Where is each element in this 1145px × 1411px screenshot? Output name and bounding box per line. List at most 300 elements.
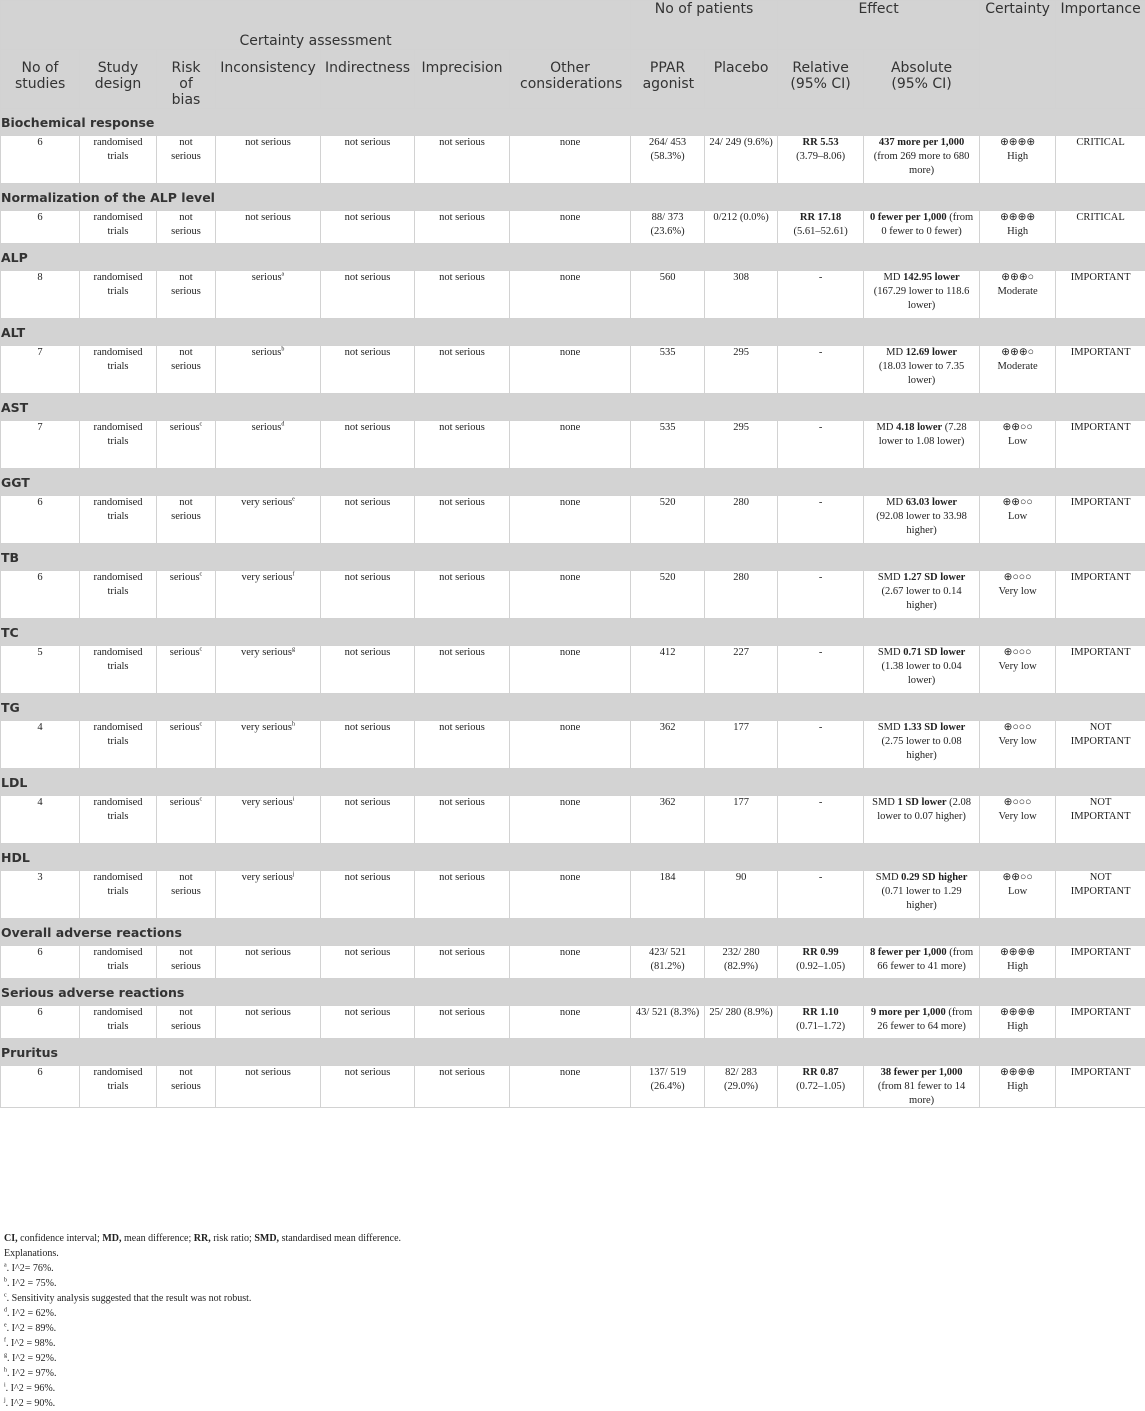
table-row <box>1 271 1145 319</box>
absolute-ci: (0.71 lower to 1.29 higher) <box>881 886 961 911</box>
cell-study-design <box>80 271 157 319</box>
footnote-marker: i <box>293 797 295 803</box>
cell-inconsistency <box>216 1066 321 1108</box>
cell-absolute <box>864 1066 980 1108</box>
cell-inconsistency-text: serious <box>252 421 282 435</box>
section-row <box>1 769 1145 796</box>
cell-imprecision <box>415 211 510 244</box>
cell-importance-text: IMPORTANT <box>1071 646 1131 660</box>
cell-ppar-agonist-text: 535 <box>660 421 676 435</box>
cell-importance-text: IMPORTANT <box>1071 496 1131 510</box>
cell-no-of-studies <box>1 136 80 184</box>
footnote-text: . Sensitivity analysis suggested that the result was not robust. <box>7 1293 252 1304</box>
cell-imprecision-text: not serious <box>439 496 485 510</box>
cell-importance-text: IMPORTANT <box>1071 1066 1131 1080</box>
cell-imprecision <box>415 496 510 544</box>
absolute-text <box>872 421 972 449</box>
cell-ppar-agonist-text: 43/ 521 (8.3%) <box>636 1006 699 1020</box>
section-title: GGT <box>1 469 1145 496</box>
cell-indirectness <box>321 1006 415 1039</box>
section-title: TG <box>1 694 1145 721</box>
absolute-ci: (from 26 fewer to 64 more) <box>877 1007 972 1032</box>
cell-no-of-studies <box>1 946 80 979</box>
cell-relative <box>778 721 864 769</box>
header-inconsistency: Inconsistency <box>216 50 321 109</box>
cell-certainty <box>980 946 1056 979</box>
footnote-text: . I^2 = 92%. <box>7 1353 57 1364</box>
absolute-estimate: 1.33 SD lower <box>903 722 965 733</box>
cell-risk-of-bias <box>157 871 216 919</box>
cell-risk-of-bias-text: serious <box>170 796 200 810</box>
cell-relative <box>778 946 864 979</box>
cell-no-of-studies-text: 6 <box>37 1066 42 1080</box>
cell-indirectness-text: not serious <box>345 646 391 660</box>
cell-inconsistency <box>216 496 321 544</box>
cell-placebo <box>705 271 778 319</box>
footnote-item <box>4 1351 1134 1366</box>
cell-no-of-studies <box>1 421 80 469</box>
cell-importance <box>1056 136 1145 184</box>
relative-ci: - <box>819 722 823 733</box>
relative-estimate: RR 0.87 <box>802 1067 838 1078</box>
cell-importance-text: IMPORTANT <box>1071 421 1131 435</box>
cell-placebo-text: 90 <box>736 871 747 885</box>
cell-study-design <box>80 646 157 694</box>
absolute-estimate: 142.95 lower <box>903 272 960 283</box>
section-row <box>1 694 1145 721</box>
section-row <box>1 1039 1145 1066</box>
cell-inconsistency-text: very serious <box>242 871 293 885</box>
cell-importance-text: CRITICAL <box>1076 211 1124 225</box>
cell-risk-of-bias-text: not serious <box>167 871 205 899</box>
certainty-rating-icon: ⊕⊕○○ <box>1002 422 1032 433</box>
cell-study-design <box>80 796 157 844</box>
cell-indirectness-text: not serious <box>345 136 391 150</box>
cell-placebo <box>705 1006 778 1039</box>
cell-risk-of-bias-text: serious <box>170 421 200 435</box>
cell-ppar-agonist-text: 560 <box>660 271 676 285</box>
cell-risk-of-bias <box>157 571 216 619</box>
table-row <box>1 646 1145 694</box>
cell-inconsistency-text: not serious <box>245 1006 291 1020</box>
absolute-estimate: 0 fewer per 1,000 <box>870 212 947 223</box>
cell-other-considerations <box>510 421 631 469</box>
header-study-design: Study design <box>80 50 157 109</box>
cell-imprecision <box>415 571 510 619</box>
cell-no-of-studies-text: 5 <box>37 646 42 660</box>
cell-importance <box>1056 796 1145 844</box>
cell-imprecision-text: not serious <box>439 796 485 810</box>
cell-imprecision <box>415 796 510 844</box>
cell-other-considerations-text: none <box>560 346 580 360</box>
certainty-label: Moderate <box>997 286 1037 297</box>
absolute-estimate: 0.29 SD higher <box>901 872 967 883</box>
header-importance: Importance <box>1056 1 1145 109</box>
footnote-marker: b <box>281 347 284 353</box>
cell-study-design <box>80 871 157 919</box>
table-row <box>1 421 1145 469</box>
cell-inconsistency-text: very serious <box>241 496 292 510</box>
footnote-mark: c <box>4 1293 7 1299</box>
cell-other-considerations-text: none <box>560 136 580 150</box>
cell-importance <box>1056 946 1145 979</box>
cell-study-design-text: randomised trials <box>88 1006 148 1034</box>
cell-ppar-agonist <box>631 346 705 394</box>
cell-inconsistency-text: very serious <box>241 721 292 735</box>
cell-ppar-agonist-text: 423/ 521 (81.2%) <box>636 946 700 974</box>
absolute-text <box>868 946 976 974</box>
cell-imprecision <box>415 871 510 919</box>
cell-importance <box>1056 1006 1145 1039</box>
table-body <box>1 109 1145 1108</box>
footnote-item <box>4 1276 1134 1291</box>
relative-ci: - <box>819 797 823 808</box>
abbreviation-definition: standardised mean difference. <box>279 1233 401 1244</box>
absolute-ci: (2.08 lower to 0.07 higher) <box>877 797 971 822</box>
cell-ppar-agonist <box>631 796 705 844</box>
cell-ppar-agonist-text: 520 <box>660 571 676 585</box>
cell-other-considerations <box>510 1066 631 1108</box>
cell-importance-text: IMPORTANT <box>1071 271 1131 285</box>
cell-certainty <box>980 646 1056 694</box>
cell-other-considerations-text: none <box>560 271 580 285</box>
cell-no-of-studies <box>1 796 80 844</box>
cell-placebo <box>705 136 778 184</box>
cell-placebo <box>705 946 778 979</box>
footnote-item <box>4 1336 1134 1351</box>
cell-inconsistency <box>216 421 321 469</box>
cell-indirectness-text: not serious <box>345 346 391 360</box>
section-title: TC <box>1 619 1145 646</box>
section-title: ALT <box>1 319 1145 346</box>
cell-indirectness-text: not serious <box>345 1006 391 1020</box>
cell-risk-of-bias-text: not serious <box>167 496 205 524</box>
relative-ci: (3.79–8.06) <box>796 151 845 162</box>
cell-indirectness-text: not serious <box>345 796 391 810</box>
section-row <box>1 394 1145 421</box>
cell-relative <box>778 571 864 619</box>
cell-other-considerations-text: none <box>560 646 580 660</box>
footnote-text: . I^2 = 96%. <box>6 1383 56 1394</box>
abbreviation-definition: confidence interval; <box>18 1233 103 1244</box>
absolute-text <box>872 571 972 612</box>
group-header-effect: Effect <box>778 1 980 50</box>
cell-study-design <box>80 421 157 469</box>
cell-other-considerations <box>510 946 631 979</box>
cell-no-of-studies-text: 4 <box>37 721 42 735</box>
cell-imprecision-text: not serious <box>439 871 485 885</box>
cell-risk-of-bias-text: not serious <box>167 271 205 299</box>
cell-placebo-text: 227 <box>733 646 749 660</box>
cell-risk-of-bias <box>157 1066 216 1108</box>
absolute-ci: (167.29 lower to 118.6 lower) <box>874 286 970 311</box>
certainty-label: High <box>1007 1021 1028 1032</box>
cell-no-of-studies <box>1 346 80 394</box>
cell-ppar-agonist-text: 412 <box>660 646 676 660</box>
cell-importance <box>1056 421 1145 469</box>
table-row <box>1 571 1145 619</box>
cell-certainty <box>980 496 1056 544</box>
header-no-of-studies: No of studies <box>1 50 80 109</box>
cell-risk-of-bias <box>157 796 216 844</box>
cell-no-of-studies-text: 6 <box>37 136 42 150</box>
cell-absolute <box>864 871 980 919</box>
cell-placebo <box>705 871 778 919</box>
table-row <box>1 1006 1145 1039</box>
cell-study-design <box>80 1066 157 1108</box>
certainty-rating-icon: ⊕○○○ <box>1004 647 1032 658</box>
header-other-considerations: Other considerations <box>510 50 631 109</box>
absolute-measure: MD <box>886 497 906 508</box>
cell-inconsistency <box>216 346 321 394</box>
cell-placebo <box>705 646 778 694</box>
absolute-estimate: 437 more per 1,000 <box>879 137 964 148</box>
cell-no-of-studies <box>1 721 80 769</box>
absolute-text <box>872 271 972 312</box>
certainty-rating-icon: ⊕⊕○○ <box>1002 497 1032 508</box>
absolute-measure: SMD <box>878 572 903 583</box>
table-row <box>1 496 1145 544</box>
cell-risk-of-bias <box>157 346 216 394</box>
cell-importance <box>1056 646 1145 694</box>
absolute-estimate: 63.03 lower <box>906 497 957 508</box>
cell-placebo-text: 177 <box>733 796 749 810</box>
absolute-estimate: 12.69 lower <box>906 347 957 358</box>
cell-importance <box>1056 496 1145 544</box>
cell-ppar-agonist-text: 264/ 453 (58.3%) <box>636 136 700 164</box>
table-row <box>1 871 1145 919</box>
cell-certainty <box>980 571 1056 619</box>
cell-inconsistency-text: very serious <box>241 646 292 660</box>
footnote-marker: c <box>200 722 203 728</box>
cell-no-of-studies <box>1 646 80 694</box>
footnote-item <box>4 1321 1134 1336</box>
cell-no-of-studies-text: 6 <box>37 211 42 225</box>
footnote-mark: j <box>4 1398 6 1404</box>
cell-relative <box>778 1006 864 1039</box>
cell-imprecision-text: not serious <box>439 646 485 660</box>
relative-ci: (0.71–1.72) <box>796 1021 845 1032</box>
cell-placebo-text: 24/ 249 (9.6%) <box>709 136 772 150</box>
relative-ci: - <box>819 572 823 583</box>
cell-imprecision <box>415 646 510 694</box>
header-indirectness: Indirectness <box>321 50 415 109</box>
cell-certainty <box>980 796 1056 844</box>
cell-ppar-agonist <box>631 271 705 319</box>
cell-imprecision-text: not serious <box>439 136 485 150</box>
cell-imprecision-text: not serious <box>439 1006 485 1020</box>
cell-risk-of-bias-text: serious <box>170 646 200 660</box>
certainty-rating-icon: ⊕⊕⊕⊕ <box>1000 1067 1035 1078</box>
absolute-text <box>872 721 972 762</box>
abbreviation-definition: mean difference; <box>121 1233 193 1244</box>
cell-study-design-text: randomised trials <box>88 1066 148 1094</box>
section-row <box>1 184 1145 211</box>
header-placebo: Placebo <box>705 50 778 109</box>
abbreviation: RR, <box>194 1233 211 1244</box>
cell-imprecision <box>415 721 510 769</box>
cell-inconsistency <box>216 721 321 769</box>
explanation-notes <box>4 1261 1134 1411</box>
cell-risk-of-bias <box>157 721 216 769</box>
cell-risk-of-bias-text: not serious <box>167 346 205 374</box>
certainty-label: High <box>1007 151 1028 162</box>
absolute-ci: (18.03 lower to 7.35 lower) <box>879 361 964 386</box>
abbreviation-definition: risk ratio; <box>211 1233 255 1244</box>
cell-placebo-text: 295 <box>733 346 749 360</box>
cell-absolute <box>864 136 980 184</box>
cell-other-considerations-text: none <box>560 1006 580 1020</box>
relative-ci: - <box>819 872 823 883</box>
section-title: Overall adverse reactions <box>1 919 1145 946</box>
footnote-marker: c <box>200 797 203 803</box>
cell-other-considerations <box>510 136 631 184</box>
cell-ppar-agonist-text: 184 <box>660 871 676 885</box>
certainty-label: Very low <box>998 736 1036 747</box>
footnote-text: . I^2= 76%. <box>7 1263 54 1274</box>
cell-placebo-text: 177 <box>733 721 749 735</box>
absolute-ci: (from 66 fewer to 41 more) <box>877 947 973 972</box>
cell-risk-of-bias <box>157 211 216 244</box>
cell-placebo <box>705 1066 778 1108</box>
cell-certainty <box>980 211 1056 244</box>
cell-indirectness <box>321 871 415 919</box>
absolute-text <box>872 796 972 824</box>
footnote-item <box>4 1261 1134 1276</box>
relative-ci: (0.92–1.05) <box>796 961 845 972</box>
group-header-certainty-assessment: Certainty assessment <box>1 1 631 50</box>
cell-indirectness-text: not serious <box>345 1066 391 1080</box>
relative-ci: - <box>819 272 823 283</box>
certainty-label: Low <box>1008 511 1027 522</box>
cell-absolute <box>864 571 980 619</box>
cell-absolute <box>864 946 980 979</box>
cell-inconsistency <box>216 796 321 844</box>
absolute-measure: MD <box>884 272 904 283</box>
cell-certainty <box>980 271 1056 319</box>
cell-absolute <box>864 421 980 469</box>
footnote-marker: c <box>200 647 203 653</box>
cell-relative <box>778 871 864 919</box>
section-row <box>1 544 1145 571</box>
relative-ci: - <box>819 422 823 433</box>
cell-risk-of-bias <box>157 271 216 319</box>
cell-indirectness <box>321 421 415 469</box>
cell-placebo-text: 295 <box>733 421 749 435</box>
table-row <box>1 946 1145 979</box>
cell-indirectness <box>321 1066 415 1108</box>
footnote-item <box>4 1366 1134 1381</box>
cell-certainty <box>980 1006 1056 1039</box>
certainty-label: High <box>1007 961 1028 972</box>
table-row <box>1 721 1145 769</box>
cell-indirectness <box>321 796 415 844</box>
footnote-mark: f <box>4 1338 6 1344</box>
cell-imprecision <box>415 136 510 184</box>
cell-risk-of-bias-text: not serious <box>167 1066 205 1094</box>
footnote-text: . I^2 = 89%. <box>7 1323 57 1334</box>
cell-study-design-text: randomised trials <box>88 796 148 824</box>
cell-inconsistency <box>216 136 321 184</box>
cell-importance <box>1056 1066 1145 1108</box>
cell-placebo <box>705 721 778 769</box>
footnote-item <box>4 1291 1134 1306</box>
cell-inconsistency <box>216 1006 321 1039</box>
absolute-ci: (7.28 lower to 1.08 lower) <box>879 422 967 447</box>
absolute-text <box>872 346 972 387</box>
certainty-rating-icon: ⊕⊕⊕⊕ <box>1000 1007 1035 1018</box>
section-row <box>1 319 1145 346</box>
section-title: Biochemical response <box>1 109 1145 136</box>
cell-inconsistency-text: not serious <box>245 1066 291 1080</box>
cell-other-considerations <box>510 796 631 844</box>
cell-imprecision <box>415 346 510 394</box>
cell-imprecision-text: not serious <box>439 571 485 585</box>
section-row <box>1 844 1145 871</box>
cell-no-of-studies-text: 6 <box>37 571 42 585</box>
section-row <box>1 469 1145 496</box>
cell-risk-of-bias-text: serious <box>170 571 200 585</box>
cell-study-design <box>80 136 157 184</box>
cell-importance <box>1056 211 1145 244</box>
cell-no-of-studies <box>1 571 80 619</box>
cell-importance-text: IMPORTANT <box>1071 1006 1131 1020</box>
absolute-measure: SMD <box>878 722 903 733</box>
cell-ppar-agonist-text: 137/ 519 (26.4%) <box>636 1066 700 1094</box>
cell-relative <box>778 496 864 544</box>
cell-inconsistency-text: not serious <box>245 211 291 225</box>
cell-other-considerations <box>510 721 631 769</box>
cell-placebo <box>705 496 778 544</box>
relative-estimate: RR 17.18 <box>800 212 841 223</box>
absolute-text <box>868 136 976 177</box>
cell-ppar-agonist <box>631 421 705 469</box>
relative-ci: - <box>819 647 823 658</box>
cell-indirectness-text: not serious <box>345 496 391 510</box>
cell-no-of-studies-text: 4 <box>37 796 42 810</box>
cell-risk-of-bias <box>157 646 216 694</box>
cell-relative <box>778 271 864 319</box>
cell-no-of-studies-text: 6 <box>37 946 42 960</box>
header-certainty: Certainty <box>980 1 1056 109</box>
absolute-measure: SMD <box>872 797 897 808</box>
certainty-label: High <box>1007 1081 1028 1092</box>
footnote-text: . I^2 = 97%. <box>7 1368 57 1379</box>
cell-indirectness <box>321 496 415 544</box>
certainty-label: Very low <box>998 661 1036 672</box>
cell-study-design <box>80 571 157 619</box>
table-footnotes <box>4 1231 1134 1411</box>
cell-study-design-text: randomised trials <box>88 346 148 374</box>
cell-imprecision-text: not serious <box>439 721 485 735</box>
relative-estimate: RR 0.99 <box>802 947 838 958</box>
cell-indirectness <box>321 136 415 184</box>
cell-other-considerations <box>510 211 631 244</box>
footnote-mark: g <box>4 1353 7 1359</box>
cell-ppar-agonist <box>631 496 705 544</box>
cell-no-of-studies <box>1 496 80 544</box>
cell-other-considerations <box>510 496 631 544</box>
cell-imprecision-text: not serious <box>439 211 485 225</box>
cell-other-considerations-text: none <box>560 946 580 960</box>
relative-ci: - <box>819 497 823 508</box>
cell-certainty <box>980 421 1056 469</box>
cell-absolute <box>864 796 980 844</box>
cell-imprecision-text: not serious <box>439 421 485 435</box>
cell-ppar-agonist <box>631 1066 705 1108</box>
cell-other-considerations <box>510 1006 631 1039</box>
cell-ppar-agonist-text: 535 <box>660 346 676 360</box>
